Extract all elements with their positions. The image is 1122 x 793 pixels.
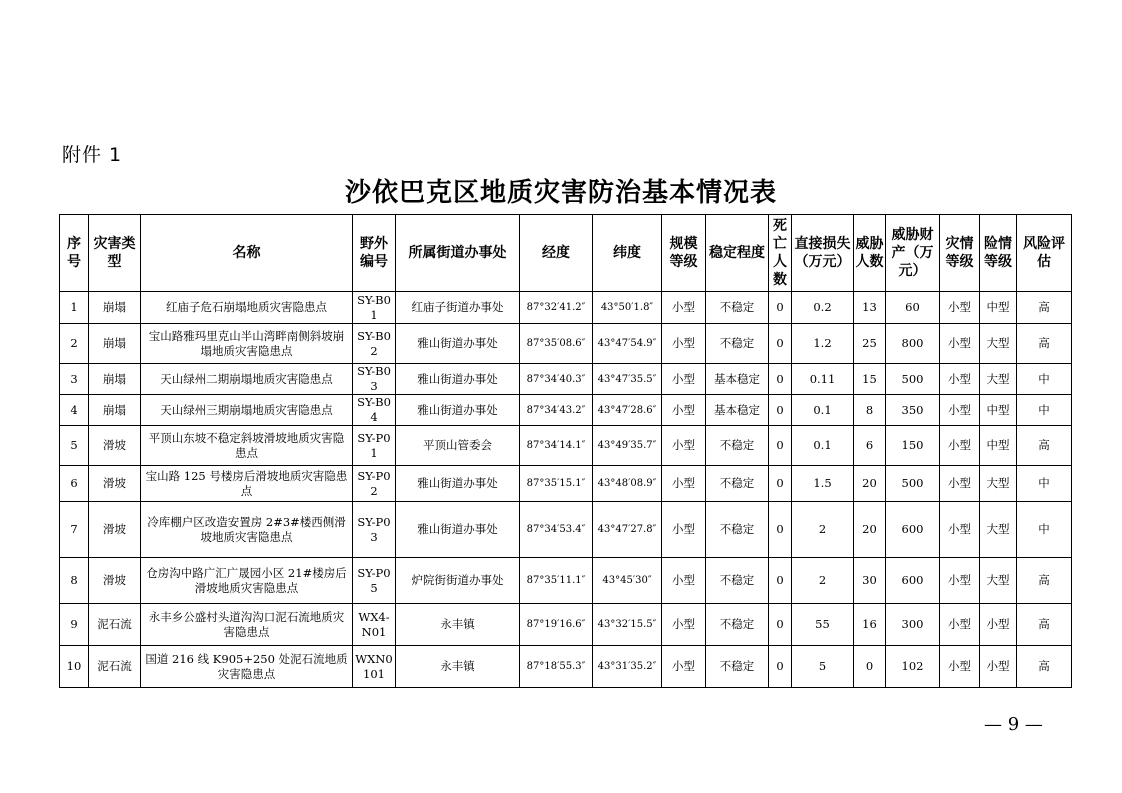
header-cell: 威胁财产（万元） (886, 215, 940, 292)
cell-serial: 4 (60, 395, 89, 426)
cell-serial: 2 (60, 324, 89, 364)
field-code-text: SY-P05 (357, 565, 391, 595)
table-row (60, 604, 1072, 646)
cell-serial: 5 (60, 426, 89, 466)
cell-scale: 小型 (662, 292, 706, 324)
cell-risk: 高 (1017, 426, 1072, 466)
cell-deaths: 0 (769, 364, 792, 395)
cell-serial: 3 (60, 364, 89, 395)
cell-danger-level: 中型 (980, 395, 1017, 426)
cell-longitude: 87°34′43.2″ (520, 395, 593, 426)
cell-threat-property: 350 (886, 395, 940, 426)
cell-name: 天山绿州三期崩塌地质灾害隐患点 (141, 395, 353, 426)
header-cell: 纬度 (593, 215, 662, 292)
cell-office: 雅山街道办事处 (396, 364, 520, 395)
table-row (60, 558, 1072, 604)
cell-danger-level: 中型 (980, 292, 1017, 324)
cell-deaths: 0 (769, 604, 792, 646)
cell-office: 永丰镇 (396, 646, 520, 688)
cell-name: 国道 216 线 K905+250 处泥石流地质灾害隐患点 (141, 646, 353, 688)
cell-latitude: 43°49′35.7″ (593, 426, 662, 466)
cell-threat-people: 30 (854, 558, 886, 604)
cell-office: 雅山街道办事处 (396, 466, 520, 502)
cell-direct-loss: 1.5 (792, 466, 854, 502)
header-cell: 风险评估 (1017, 215, 1072, 292)
cell-office: 雅山街道办事处 (396, 395, 520, 426)
cell-field-code (353, 604, 396, 646)
cell-danger-level: 大型 (980, 558, 1017, 604)
cell-danger-level: 小型 (980, 604, 1017, 646)
cell-stability: 不稳定 (706, 558, 769, 604)
cell-disaster-level: 小型 (940, 558, 980, 604)
cell-office: 红庙子街道办事处 (396, 292, 520, 324)
cell-disaster-level: 小型 (940, 502, 980, 558)
cell-deaths: 0 (769, 395, 792, 426)
header-cell: 经度 (520, 215, 593, 292)
document-title: 沙依巴克区地质灾害防治基本情况表 (344, 178, 777, 208)
cell-stability: 不稳定 (706, 466, 769, 502)
cell-danger-level: 大型 (980, 466, 1017, 502)
cell-direct-loss: 0.11 (792, 364, 854, 395)
cell-scale: 小型 (662, 604, 706, 646)
header-cell: 序号 (60, 215, 89, 292)
cell-threat-people: 0 (854, 646, 886, 688)
cell-field-code (353, 324, 396, 364)
cell-latitude: 43°45′30″ (593, 558, 662, 604)
field-code-text: SY-B02 (357, 328, 391, 358)
cell-deaths: 0 (769, 558, 792, 604)
cell-stability: 不稳定 (706, 426, 769, 466)
cell-stability: 不稳定 (706, 604, 769, 646)
cell-office: 永丰镇 (396, 604, 520, 646)
cell-name: 冷库棚户区改造安置房 2#3#楼西侧滑坡地质灾害隐患点 (141, 502, 353, 558)
cell-hazard-type: 崩塌 (89, 395, 141, 426)
cell-office: 炉院街街道办事处 (396, 558, 520, 604)
cell-hazard-type: 崩塌 (89, 292, 141, 324)
cell-scale: 小型 (662, 466, 706, 502)
header-cell: 所属街道办事处 (396, 215, 520, 292)
cell-threat-property: 800 (886, 324, 940, 364)
cell-stability: 不稳定 (706, 502, 769, 558)
cell-name: 仓房沟中路广汇广晟园小区 21#楼房后滑坡地质灾害隐患点 (141, 558, 353, 604)
table-header-row (60, 215, 1072, 292)
header-cell: 名称 (141, 215, 353, 292)
cell-deaths: 0 (769, 646, 792, 688)
cell-longitude: 87°35′15.1″ (520, 466, 593, 502)
field-code-text: SY-P01 (357, 430, 391, 460)
header-cell: 规模等级 (662, 215, 706, 292)
cell-risk: 高 (1017, 324, 1072, 364)
cell-direct-loss: 0.1 (792, 395, 854, 426)
header-cell: 直接损失（万元） (792, 215, 854, 292)
cell-hazard-type: 泥石流 (89, 646, 141, 688)
cell-deaths: 0 (769, 426, 792, 466)
cell-serial: 6 (60, 466, 89, 502)
cell-risk: 中 (1017, 364, 1072, 395)
cell-disaster-level: 小型 (940, 395, 980, 426)
cell-threat-property: 300 (886, 604, 940, 646)
cell-name: 宝山路 125 号楼房后滑坡地质灾害隐患点 (141, 466, 353, 502)
cell-direct-loss: 55 (792, 604, 854, 646)
cell-name: 红庙子危石崩塌地质灾害隐患点 (141, 292, 353, 324)
cell-hazard-type: 崩塌 (89, 364, 141, 395)
cell-hazard-type: 崩塌 (89, 324, 141, 364)
cell-danger-level: 小型 (980, 646, 1017, 688)
cell-scale: 小型 (662, 395, 706, 426)
cell-disaster-level: 小型 (940, 466, 980, 502)
field-code-text: SY-B03 (357, 364, 391, 393)
cell-field-code (353, 426, 396, 466)
cell-hazard-type: 泥石流 (89, 604, 141, 646)
cell-serial: 7 (60, 502, 89, 558)
field-code-text: SY-P03 (357, 514, 391, 544)
cell-longitude: 87°34′40.3″ (520, 364, 593, 395)
header-cell: 险情等级 (980, 215, 1017, 292)
cell-longitude: 87°35′08.6″ (520, 324, 593, 364)
cell-danger-level: 中型 (980, 426, 1017, 466)
cell-risk: 高 (1017, 646, 1072, 688)
cell-danger-level: 大型 (980, 364, 1017, 395)
cell-risk: 高 (1017, 604, 1072, 646)
cell-disaster-level: 小型 (940, 364, 980, 395)
cell-office: 雅山街道办事处 (396, 324, 520, 364)
cell-latitude: 43°48′08.9″ (593, 466, 662, 502)
cell-office: 雅山街道办事处 (396, 502, 520, 558)
cell-threat-property: 60 (886, 292, 940, 324)
header-cell: 威胁人数 (854, 215, 886, 292)
cell-serial: 8 (60, 558, 89, 604)
cell-stability: 不稳定 (706, 646, 769, 688)
header-cell: 灾害类型 (89, 215, 141, 292)
cell-threat-property: 500 (886, 364, 940, 395)
cell-latitude: 43°47′35.5″ (593, 364, 662, 395)
cell-longitude: 87°34′53.4″ (520, 502, 593, 558)
cell-scale: 小型 (662, 426, 706, 466)
cell-risk: 高 (1017, 292, 1072, 324)
cell-threat-people: 13 (854, 292, 886, 324)
cell-direct-loss: 0.1 (792, 426, 854, 466)
cell-threat-property: 102 (886, 646, 940, 688)
field-code-text: WXN0101 (355, 651, 393, 681)
cell-threat-people: 20 (854, 502, 886, 558)
cell-latitude: 43°47′28.6″ (593, 395, 662, 426)
page-number: — 9 — (984, 714, 1043, 735)
cell-threat-people: 25 (854, 324, 886, 364)
cell-serial: 10 (60, 646, 89, 688)
hazard-table (59, 214, 1072, 688)
cell-stability: 不稳定 (706, 324, 769, 364)
cell-latitude: 43°47′54.9″ (593, 324, 662, 364)
table-row (60, 324, 1072, 364)
table-row (60, 466, 1072, 502)
cell-disaster-level: 小型 (940, 646, 980, 688)
cell-disaster-level: 小型 (940, 426, 980, 466)
cell-threat-people: 6 (854, 426, 886, 466)
cell-threat-property: 500 (886, 466, 940, 502)
cell-field-code (353, 646, 396, 688)
cell-longitude: 87°18′55.3″ (520, 646, 593, 688)
field-code-text: WX4-N01 (358, 609, 390, 639)
cell-threat-people: 15 (854, 364, 886, 395)
attachment-label: 附件 1 (62, 144, 123, 166)
header-cell: 灾情等级 (940, 215, 980, 292)
cell-longitude: 87°32′41.2″ (520, 292, 593, 324)
table-row (60, 646, 1072, 688)
cell-hazard-type: 滑坡 (89, 466, 141, 502)
cell-serial: 1 (60, 292, 89, 324)
cell-scale: 小型 (662, 364, 706, 395)
table-row (60, 292, 1072, 324)
cell-latitude: 43°50′1.8″ (593, 292, 662, 324)
cell-risk: 中 (1017, 502, 1072, 558)
cell-deaths: 0 (769, 502, 792, 558)
cell-risk: 高 (1017, 558, 1072, 604)
cell-scale: 小型 (662, 558, 706, 604)
cell-threat-property: 600 (886, 558, 940, 604)
cell-latitude: 43°31′35.2″ (593, 646, 662, 688)
cell-direct-loss: 2 (792, 558, 854, 604)
cell-field-code (353, 466, 396, 502)
field-code-text: SY-B01 (357, 292, 391, 322)
field-code-text: SY-B04 (357, 395, 391, 424)
header-cell: 野外编号 (353, 215, 396, 292)
field-code-text: SY-P02 (357, 468, 391, 498)
header-cell: 死亡人数 (769, 215, 792, 292)
cell-name: 天山绿州二期崩塌地质灾害隐患点 (141, 364, 353, 395)
cell-name: 永丰乡公盛村头道沟沟口泥石流地质灾害隐患点 (141, 604, 353, 646)
cell-field-code (353, 364, 396, 395)
cell-disaster-level: 小型 (940, 604, 980, 646)
cell-hazard-type: 滑坡 (89, 502, 141, 558)
cell-direct-loss: 0.2 (792, 292, 854, 324)
cell-hazard-type: 滑坡 (89, 558, 141, 604)
cell-deaths: 0 (769, 292, 792, 324)
cell-danger-level: 大型 (980, 502, 1017, 558)
cell-latitude: 43°47′27.8″ (593, 502, 662, 558)
cell-field-code (353, 558, 396, 604)
table-row (60, 395, 1072, 426)
cell-disaster-level: 小型 (940, 292, 980, 324)
cell-risk: 中 (1017, 395, 1072, 426)
cell-stability: 基本稳定 (706, 364, 769, 395)
cell-deaths: 0 (769, 324, 792, 364)
cell-scale: 小型 (662, 324, 706, 364)
cell-name: 宝山路雅玛里克山半山湾畔南侧斜坡崩塌地质灾害隐患点 (141, 324, 353, 364)
cell-threat-property: 150 (886, 426, 940, 466)
cell-field-code (353, 395, 396, 426)
cell-direct-loss: 5 (792, 646, 854, 688)
cell-longitude: 87°35′11.1″ (520, 558, 593, 604)
table-row (60, 364, 1072, 395)
cell-scale: 小型 (662, 502, 706, 558)
cell-field-code (353, 502, 396, 558)
cell-threat-people: 16 (854, 604, 886, 646)
cell-hazard-type: 滑坡 (89, 426, 141, 466)
cell-field-code (353, 292, 396, 324)
cell-direct-loss: 1.2 (792, 324, 854, 364)
cell-serial: 9 (60, 604, 89, 646)
table-row (60, 426, 1072, 466)
table-row (60, 502, 1072, 558)
cell-risk: 中 (1017, 466, 1072, 502)
cell-danger-level: 大型 (980, 324, 1017, 364)
cell-longitude: 87°34′14.1″ (520, 426, 593, 466)
cell-name: 平顶山东坡不稳定斜坡滑坡地质灾害隐患点 (141, 426, 353, 466)
cell-direct-loss: 2 (792, 502, 854, 558)
cell-stability: 不稳定 (706, 292, 769, 324)
cell-latitude: 43°32′15.5″ (593, 604, 662, 646)
cell-deaths: 0 (769, 466, 792, 502)
cell-threat-property: 600 (886, 502, 940, 558)
cell-stability: 基本稳定 (706, 395, 769, 426)
cell-office: 平顶山管委会 (396, 426, 520, 466)
cell-longitude: 87°19′16.6″ (520, 604, 593, 646)
header-cell: 稳定程度 (706, 215, 769, 292)
cell-threat-people: 20 (854, 466, 886, 502)
cell-scale: 小型 (662, 646, 706, 688)
cell-threat-people: 8 (854, 395, 886, 426)
cell-disaster-level: 小型 (940, 324, 980, 364)
